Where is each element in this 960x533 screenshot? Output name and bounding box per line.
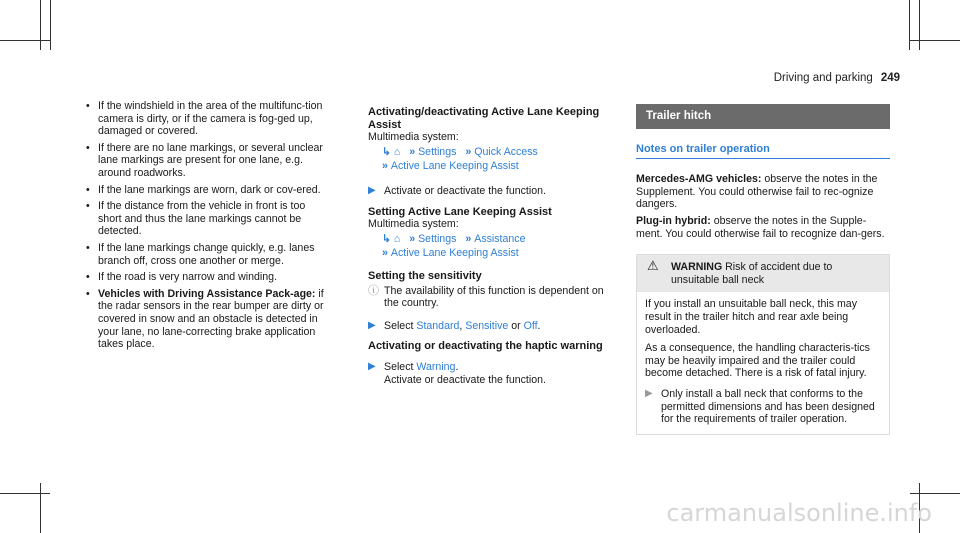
step-triangle-icon: ▶ bbox=[368, 360, 376, 372]
menu-path bbox=[368, 233, 620, 246]
note-text: The availability of this function is dependent on the country. bbox=[384, 284, 604, 310]
section-title: Driving and parking bbox=[773, 72, 873, 84]
crop-mark bbox=[50, 0, 51, 50]
multimedia-label: Multimedia system: bbox=[368, 218, 459, 231]
heading-setting-alka: Setting Active Lane Keeping Assist bbox=[368, 205, 552, 218]
option-off: Off bbox=[523, 319, 538, 332]
chevron-icon: » bbox=[382, 160, 388, 173]
section-bar: Trailer hitch bbox=[636, 104, 890, 129]
list-item bbox=[86, 288, 330, 351]
option-warning: Warning bbox=[416, 360, 456, 373]
bold-label: Plug-in hybrid: bbox=[636, 214, 711, 227]
path-alka: Active Lane Keeping Assist bbox=[390, 247, 519, 260]
crop-mark bbox=[910, 493, 960, 494]
conj: or bbox=[508, 319, 524, 332]
paragraph-text: observe the notes in the Supplement. You could otherwise fail to rec-ognize dangers. bbox=[636, 173, 878, 211]
home-icon: ⌂ bbox=[393, 145, 401, 158]
list-item: • If there are no lane markings, or several unclear lane markings are present for one lane, e.g. around roadworks. bbox=[86, 142, 330, 180]
warning-paragraph: As a consequence, the handling characteris-tics may be heavily impaired and the trailer could become detached. There is a risk of fatal injury. bbox=[645, 342, 870, 380]
warning-box bbox=[636, 254, 890, 435]
instruction-step bbox=[368, 185, 620, 198]
crop-mark bbox=[40, 483, 41, 533]
step-text: Select bbox=[384, 319, 417, 332]
crop-mark bbox=[909, 0, 910, 50]
option-sensitive: Sensitive bbox=[465, 319, 509, 332]
instruction-step bbox=[368, 320, 620, 333]
path-settings: Settings bbox=[418, 145, 457, 158]
chevron-icon: » bbox=[465, 232, 472, 245]
column-left bbox=[86, 100, 330, 355]
instruction-step bbox=[368, 361, 620, 386]
list-item: • If the windshield in the area of the multifunc-tion camera is dirty, or if the camera is fog-ged up, damaged or covered. bbox=[86, 100, 330, 138]
column-middle bbox=[368, 106, 620, 394]
info-icon: ⓘ bbox=[368, 284, 379, 297]
step-text: Activate or deactivate the function. bbox=[384, 184, 546, 197]
heading-haptic-warning: Activating or deactivating the haptic warning bbox=[368, 340, 603, 353]
step-text: Select bbox=[384, 360, 417, 373]
paragraph-text: observe the notes in the Supple-ment. You could otherwise fail to recognize dan-gers. bbox=[636, 214, 885, 240]
watermark: carmanualsonline.info bbox=[666, 499, 932, 527]
step-triangle-icon: ▶ bbox=[368, 319, 376, 331]
step-text: Activate or deactivate the function. bbox=[384, 373, 546, 386]
page-number: 249 bbox=[880, 72, 900, 84]
list-item-text: if the radar sensors in the rear bumper are dirty or covered in snow and an obstacle is detected in your lane, no lane-correcting brake application takes place. bbox=[98, 287, 324, 351]
crop-mark bbox=[0, 40, 50, 41]
step-triangle-icon: ▶ bbox=[368, 184, 376, 196]
warning-title: Risk of accident due to unsuitable ball neck bbox=[671, 261, 833, 286]
menu-path-cont bbox=[368, 247, 620, 260]
warning-header bbox=[637, 255, 889, 292]
step-triangle-icon: ▶ bbox=[645, 387, 653, 399]
chevron-icon: » bbox=[465, 145, 472, 158]
chevron-icon: » bbox=[382, 247, 388, 260]
list-item: • If the lane markings change quickly, e.g. lanes branch off, cross one another or merge. bbox=[86, 242, 330, 267]
heading-sensitivity: Setting the sensitivity bbox=[368, 269, 482, 282]
path-alka: Active Lane Keeping Assist bbox=[390, 160, 519, 173]
option-standard: Standard bbox=[416, 319, 460, 332]
subheading: Notes on trailer operation bbox=[636, 143, 890, 160]
warning-label: WARNING bbox=[671, 261, 723, 274]
warning-triangle-icon: ⚠ bbox=[647, 258, 659, 274]
list-item: • If the road is very narrow and winding. bbox=[86, 271, 330, 284]
arrow-icon: ↳ bbox=[382, 232, 391, 245]
punct: . bbox=[455, 360, 459, 373]
heading-activate-alka: Activating/deactivating Active Lane Keeping Assist bbox=[368, 106, 600, 131]
warning-paragraph: If you install an unsuitable ball neck, this may result in the trailer hitch and rear axle being overloaded. bbox=[645, 298, 857, 336]
instruction-step bbox=[645, 388, 881, 426]
crop-mark bbox=[0, 493, 50, 494]
bold-label: Vehicles with Driving Assistance Pack-age: bbox=[98, 287, 316, 300]
step-text: Only install a ball neck that conforms to the permitted dimensions and has been designed for the requirements of trailer operation. bbox=[661, 387, 875, 426]
info-note bbox=[368, 285, 620, 310]
menu-path bbox=[368, 146, 620, 159]
paragraph bbox=[636, 215, 890, 240]
menu-path-cont bbox=[368, 160, 620, 173]
punct: . bbox=[537, 319, 541, 332]
bullet-list bbox=[86, 100, 330, 351]
path-settings: Settings bbox=[418, 232, 457, 245]
column-right bbox=[636, 104, 890, 435]
crop-mark bbox=[910, 40, 960, 41]
chevron-icon: » bbox=[409, 232, 416, 245]
chevron-icon: » bbox=[409, 145, 416, 158]
warning-body bbox=[637, 292, 889, 433]
list-item: • If the distance from the vehicle in front is too short and thus the lane markings cannot be detected. bbox=[86, 200, 330, 238]
path-assistance: Assistance bbox=[474, 232, 526, 245]
list-item: • If the lane markings are worn, dark or cov-ered. bbox=[86, 184, 330, 197]
paragraph bbox=[636, 173, 890, 211]
arrow-icon: ↳ bbox=[382, 145, 391, 158]
bold-label: Mercedes-AMG vehicles: bbox=[636, 173, 762, 186]
path-quick-access: Quick Access bbox=[474, 145, 538, 158]
crop-mark bbox=[919, 0, 920, 50]
punct: , bbox=[459, 319, 466, 332]
multimedia-label: Multimedia system: bbox=[368, 131, 459, 144]
home-icon: ⌂ bbox=[393, 232, 401, 245]
crop-mark bbox=[40, 0, 41, 50]
running-header bbox=[774, 72, 900, 84]
